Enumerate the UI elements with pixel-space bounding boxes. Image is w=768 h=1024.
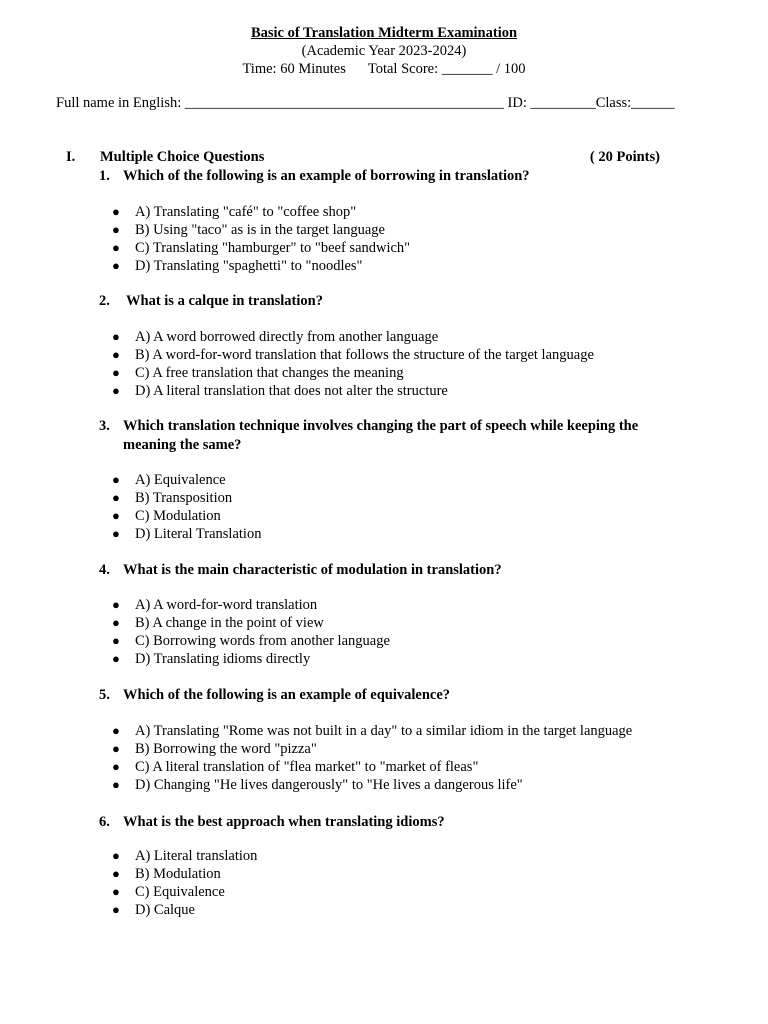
total-score: Total Score: _______ / 100 [367,61,526,77]
option-item [110,328,594,346]
option-item [110,203,410,221]
question-text: What is the best approach when translating idioms? [123,814,445,830]
option-text: D) Literal Translation [135,526,262,542]
option-item [110,776,632,794]
bullet-icon: ● [112,365,120,380]
option-item [110,650,390,668]
option-item [110,525,261,543]
academic-year: (Academic Year 2023-2024) [301,43,467,59]
question-number: 1. [99,168,110,184]
option-item [110,758,632,776]
bullet-icon: ● [112,848,120,863]
option-item [110,489,261,507]
option-item [110,740,632,758]
option-item [110,364,594,382]
bullet-icon: ● [112,633,120,648]
option-text: C) A free translation that changes the meaning [135,365,404,381]
question-5-options [110,722,632,794]
option-item [110,239,410,257]
option-text: D) Translating "spaghetti" to "noodles" [135,258,363,274]
option-text: C) Translating "hamburger" to "beef sandwich" [135,240,411,256]
class-field[interactable]: Class:______ [595,95,675,111]
option-item [110,614,390,632]
question-5 [99,686,664,704]
option-item [110,865,257,883]
option-text: B) A word-for-word translation that follows the structure of the target language [135,347,594,363]
bullet-icon: ● [112,597,120,612]
option-item [110,382,594,400]
question-text: What is a calque in translation? [126,293,323,309]
full-name-field[interactable]: Full name in English: ____________________________________________ [56,95,504,111]
option-text: A) Translating "café" to "coffee shop" [135,204,357,220]
option-item [110,883,257,901]
question-6-options [110,847,257,919]
question-number: 3. [99,418,110,434]
student-info-row [56,94,675,112]
bullet-icon: ● [112,240,120,255]
exam-time: Time: 60 Minutes [242,61,346,77]
question-text: Which of the following is an example of equivalence? [123,687,451,703]
option-item [110,722,632,740]
bullet-icon: ● [112,508,120,523]
section-heading [66,148,666,166]
bullet-icon: ● [112,615,120,630]
option-text: D) Calque [135,902,195,918]
time-score-row [0,60,768,78]
question-number: 5. [99,687,110,703]
question-number: 6. [99,814,110,830]
option-text: A) Literal translation [135,848,258,864]
option-item [110,221,410,239]
option-text: A) Translating "Rome was not built in a day" to a similar idiom in the target language [135,723,633,739]
question-4-options [110,596,390,668]
bullet-icon: ● [112,884,120,899]
question-number: 2. [99,293,110,309]
question-3 [99,417,664,455]
option-text: B) Modulation [135,866,221,882]
option-text: B) Using "taco" as is in the target language [135,222,385,238]
option-text: C) A literal translation of "flea market" to "market of fleas" [135,759,479,775]
option-item [110,257,410,275]
option-item [110,901,257,919]
section-title: Multiple Choice Questions [100,149,265,165]
bullet-icon: ● [112,526,120,541]
option-text: B) Transposition [135,490,233,506]
option-item [110,847,257,865]
bullet-icon: ● [112,777,120,792]
bullet-icon: ● [112,651,120,666]
bullet-icon: ● [112,866,120,881]
option-text: A) Equivalence [135,472,226,488]
question-text: What is the main characteristic of modulation in translation? [123,562,502,578]
question-text: Which translation technique involves changing the part of speech while keeping the meaning the same? [123,418,639,453]
option-item [110,346,594,364]
question-2 [99,292,664,310]
option-text: D) Changing "He lives dangerously" to "He lives a dangerous life" [135,777,523,793]
bullet-icon: ● [112,204,120,219]
question-number: 4. [99,562,110,578]
question-1-options [110,203,410,275]
option-text: B) Borrowing the word "pizza" [135,741,317,757]
bullet-icon: ● [112,723,120,738]
question-4 [99,561,664,579]
option-item [110,507,261,525]
bullet-icon: ● [112,902,120,917]
section-numeral: I. [66,149,76,165]
bullet-icon: ● [112,759,120,774]
exam-header [0,24,768,78]
id-field[interactable]: ID: _________ [507,95,596,111]
option-text: A) A word-for-word translation [135,597,318,613]
question-1 [99,167,664,185]
option-text: A) A word borrowed directly from another language [135,329,439,345]
bullet-icon: ● [112,490,120,505]
question-text: Which of the following is an example of borrowing in translation? [123,168,530,184]
option-item [110,596,390,614]
question-2-options [110,328,594,400]
bullet-icon: ● [112,347,120,362]
option-text: C) Equivalence [135,884,225,900]
bullet-icon: ● [112,258,120,273]
question-3-options [110,471,261,543]
bullet-icon: ● [112,383,120,398]
option-text: C) Borrowing words from another language [135,633,390,649]
question-6 [99,813,664,831]
option-item [110,632,390,650]
section-points: ( 20 Points) [589,149,660,165]
bullet-icon: ● [112,741,120,756]
bullet-icon: ● [112,222,120,237]
option-text: C) Modulation [135,508,221,524]
option-text: B) A change in the point of view [135,615,324,631]
exam-title: Basic of Translation Midterm Examination [250,25,518,41]
bullet-icon: ● [112,472,120,487]
option-text: D) A literal translation that does not alter the structure [135,383,448,399]
option-text: D) Translating idioms directly [135,651,311,667]
bullet-icon: ● [112,329,120,344]
option-item [110,471,261,489]
